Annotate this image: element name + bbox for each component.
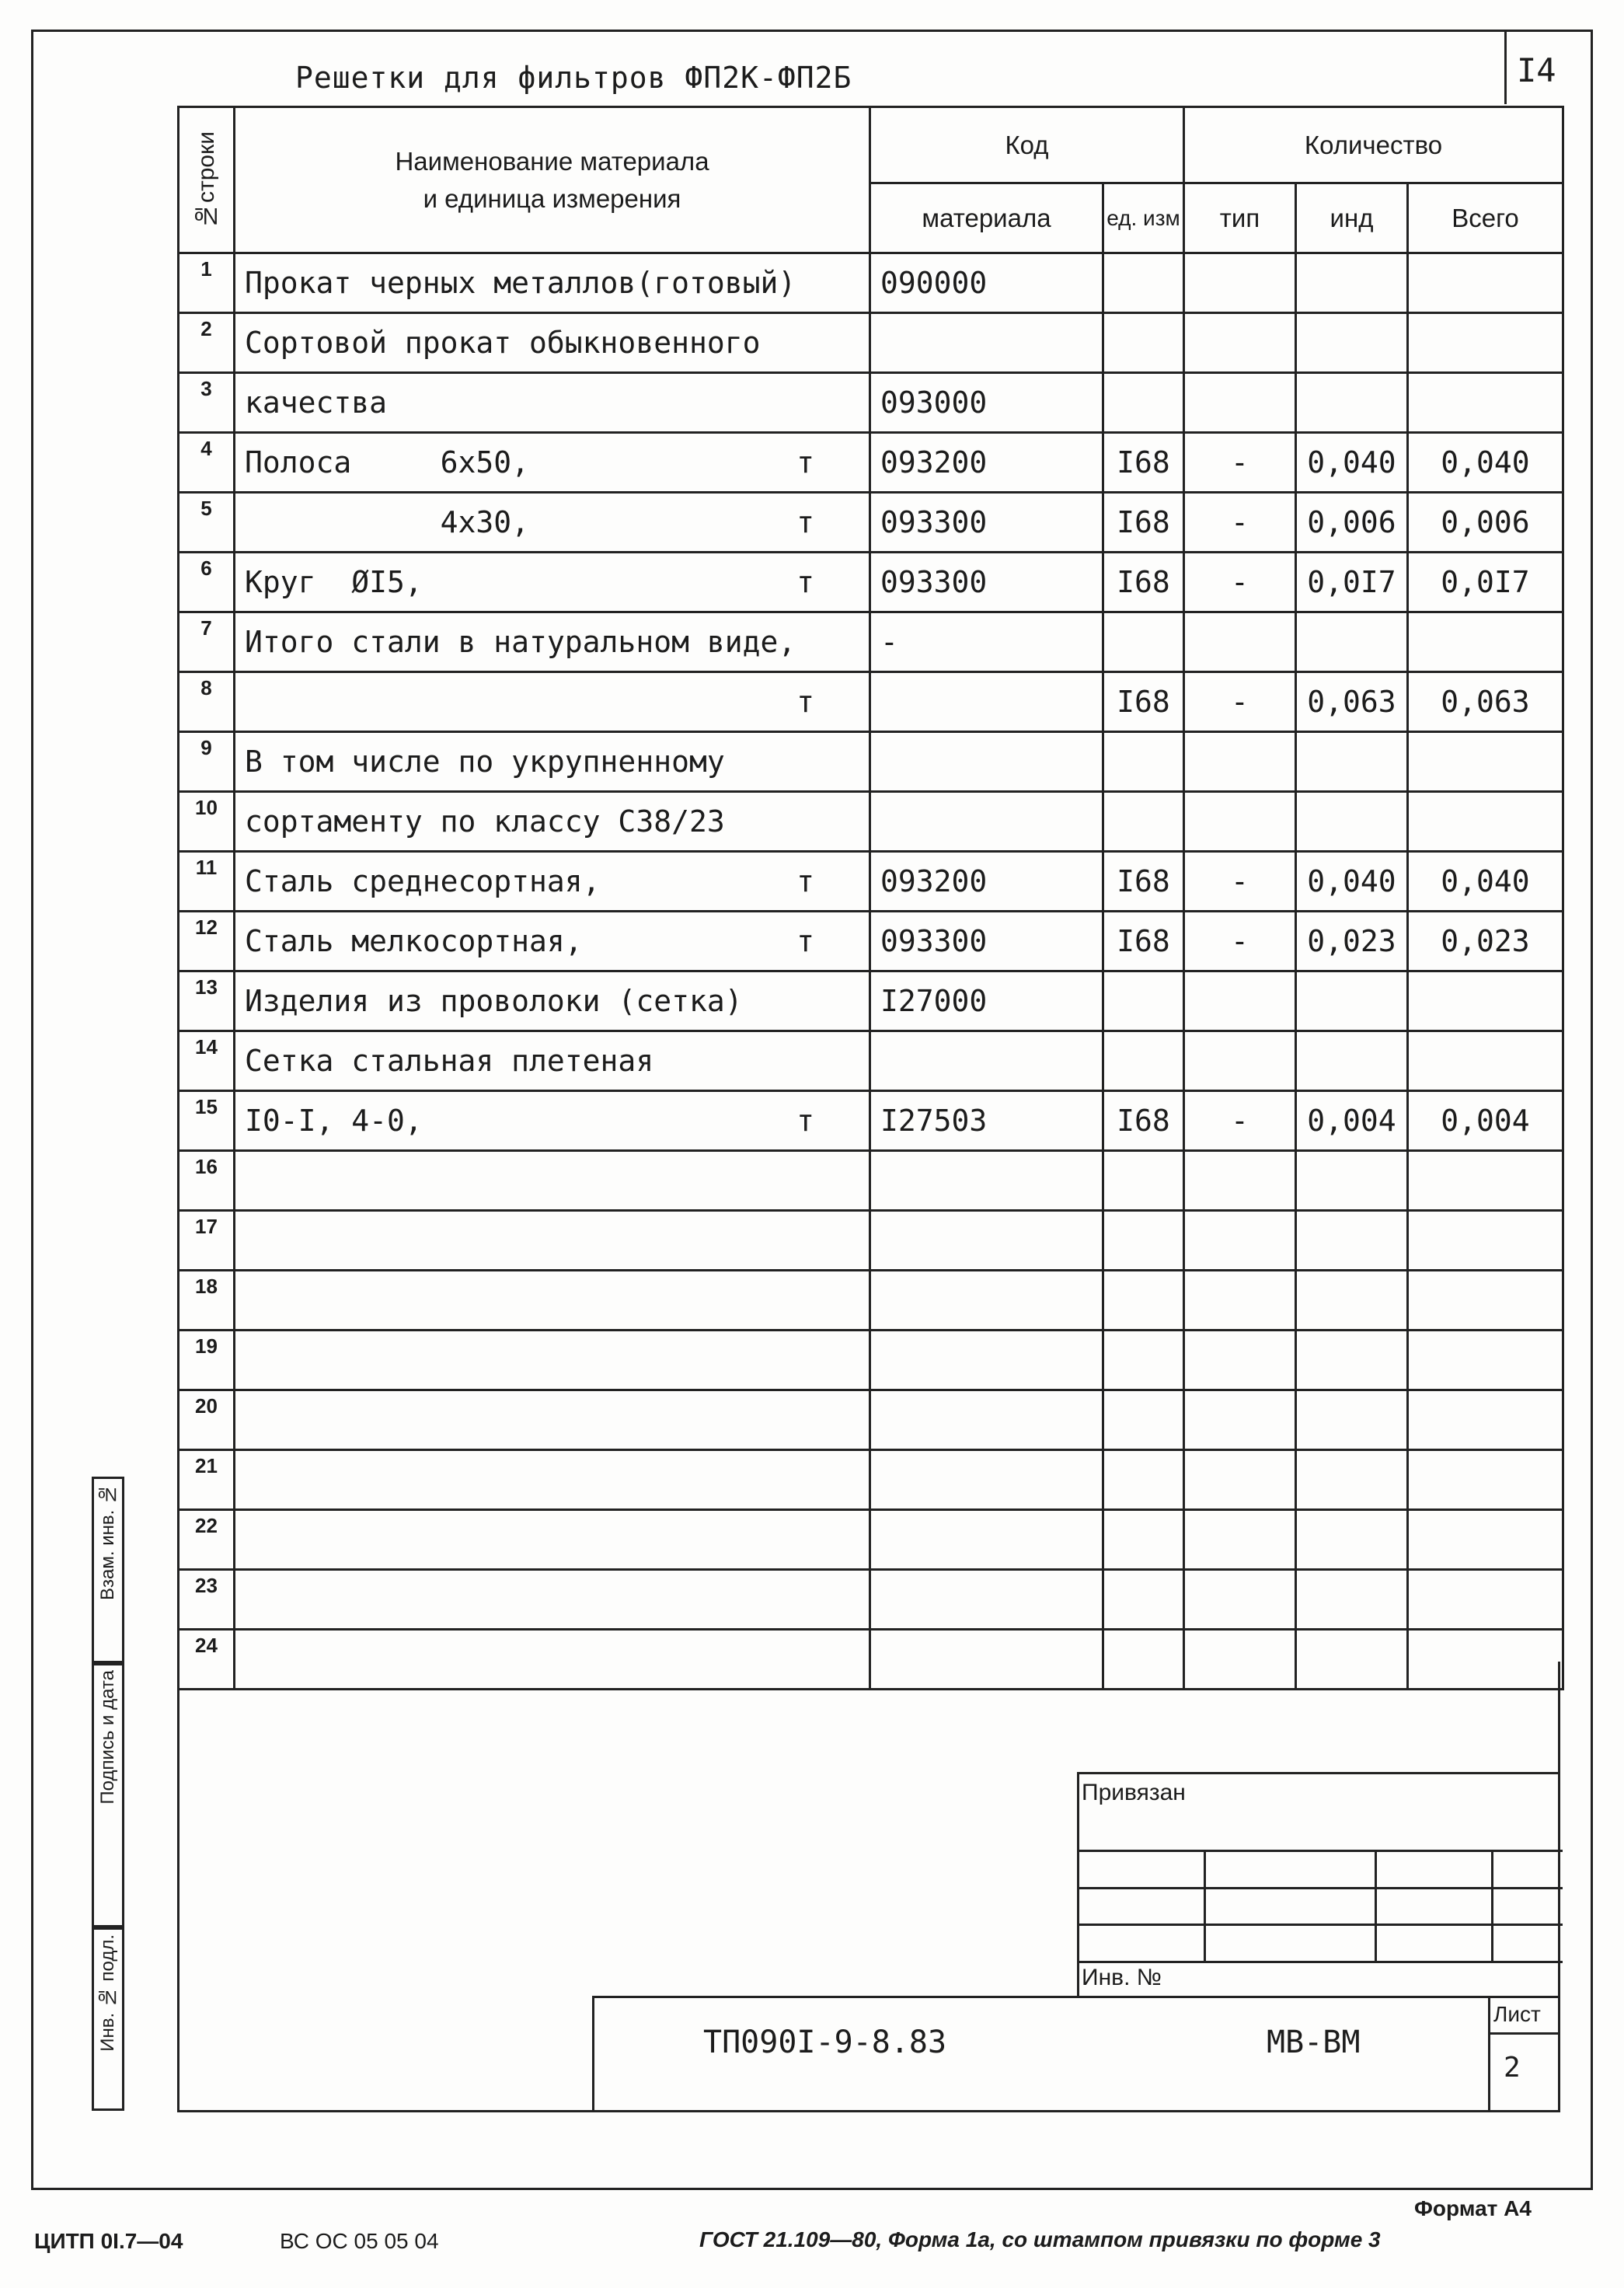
row-code: I27000 bbox=[870, 971, 1103, 1031]
row-total: 0,006 bbox=[1408, 493, 1563, 553]
row-type: - bbox=[1184, 672, 1296, 732]
row-name-text: Сетка стальная плетеная bbox=[245, 1044, 654, 1078]
row-code bbox=[870, 1031, 1103, 1091]
row-name-text: сортаменту по классу С38/23 bbox=[245, 804, 725, 839]
row-unit bbox=[1103, 1450, 1184, 1510]
list-label: Лист bbox=[1493, 2002, 1541, 2026]
row-name bbox=[235, 1091, 870, 1151]
row-code: I27503 bbox=[870, 1091, 1103, 1151]
row-ind bbox=[1296, 792, 1408, 852]
row-name bbox=[235, 1271, 870, 1331]
lower-left-rule bbox=[177, 1662, 179, 2112]
row-unit bbox=[1103, 1630, 1184, 1690]
row-ind bbox=[1296, 1331, 1408, 1390]
row-total bbox=[1408, 373, 1563, 433]
row-name bbox=[235, 732, 870, 792]
row-unit: I68 bbox=[1103, 493, 1184, 553]
document-mark: МВ-ВМ bbox=[1267, 2025, 1361, 2060]
row-name bbox=[235, 971, 870, 1031]
row-unit-letter: т bbox=[796, 1104, 814, 1138]
row-code: 090000 bbox=[870, 253, 1103, 313]
row-code bbox=[870, 792, 1103, 852]
row-ind: 0,004 bbox=[1296, 1091, 1408, 1151]
table-row bbox=[179, 253, 1563, 313]
row-code: 093300 bbox=[870, 553, 1103, 612]
row-name bbox=[235, 852, 870, 912]
table-row bbox=[179, 1151, 1563, 1211]
row-name-text: Итого стали в натуральном виде, bbox=[245, 625, 796, 659]
row-unit: I68 bbox=[1103, 912, 1184, 971]
row-code: 093200 bbox=[870, 433, 1103, 493]
row-type: - bbox=[1184, 493, 1296, 553]
specification-table bbox=[177, 106, 1564, 1690]
row-number: 24 bbox=[179, 1630, 235, 1690]
row-total bbox=[1408, 1630, 1563, 1690]
row-code: - bbox=[870, 612, 1103, 672]
row-name bbox=[235, 313, 870, 373]
row-total: 0,004 bbox=[1408, 1091, 1563, 1151]
row-unit: I68 bbox=[1103, 1091, 1184, 1151]
row-ind bbox=[1296, 1271, 1408, 1331]
table-row bbox=[179, 912, 1563, 971]
row-name-text: Сталь мелкосортная, bbox=[245, 924, 583, 958]
table-row bbox=[179, 852, 1563, 912]
document-number: ТП090I-9-8.83 bbox=[703, 2025, 947, 2060]
row-type bbox=[1184, 1510, 1296, 1570]
stamp-inv-label: Инв. № bbox=[1082, 1965, 1162, 1990]
side-inv-podl: Инв. № подл. bbox=[92, 1927, 124, 2111]
list-value: 2 bbox=[1504, 2052, 1521, 2084]
table-row bbox=[179, 1570, 1563, 1630]
row-ind: 0,006 bbox=[1296, 493, 1408, 553]
table-row bbox=[179, 1271, 1563, 1331]
header-code-unit: ед. изм bbox=[1103, 183, 1184, 253]
row-total bbox=[1408, 971, 1563, 1031]
row-unit: I68 bbox=[1103, 433, 1184, 493]
row-name-text: Прокат черных металлов(готовый) bbox=[245, 266, 796, 300]
row-unit bbox=[1103, 1390, 1184, 1450]
row-name-text: 4х30, bbox=[245, 505, 530, 539]
row-ind bbox=[1296, 1630, 1408, 1690]
row-unit-letter: т bbox=[796, 924, 814, 958]
header-qty-ind: инд bbox=[1296, 183, 1408, 253]
table-row bbox=[179, 971, 1563, 1031]
row-unit bbox=[1103, 1570, 1184, 1630]
row-unit: I68 bbox=[1103, 672, 1184, 732]
row-number: 18 bbox=[179, 1271, 235, 1331]
row-total bbox=[1408, 792, 1563, 852]
row-name bbox=[235, 1390, 870, 1450]
row-number: 17 bbox=[179, 1211, 235, 1271]
row-name bbox=[235, 792, 870, 852]
row-code bbox=[870, 1450, 1103, 1510]
row-type bbox=[1184, 1031, 1296, 1091]
row-total bbox=[1408, 1151, 1563, 1211]
row-name-text: В том числе по укрупненному bbox=[245, 745, 725, 779]
row-unit bbox=[1103, 1031, 1184, 1091]
header-qty-type: тип bbox=[1184, 183, 1296, 253]
row-unit bbox=[1103, 253, 1184, 313]
row-ind bbox=[1296, 971, 1408, 1031]
row-type bbox=[1184, 612, 1296, 672]
list-divider bbox=[1488, 1996, 1490, 2111]
table-row bbox=[179, 1331, 1563, 1390]
row-code bbox=[870, 1570, 1103, 1630]
row-total bbox=[1408, 732, 1563, 792]
row-number: 10 bbox=[179, 792, 235, 852]
row-name-text: Сталь среднесортная, bbox=[245, 864, 601, 898]
row-name bbox=[235, 1211, 870, 1271]
row-unit bbox=[1103, 1331, 1184, 1390]
table-row bbox=[179, 1390, 1563, 1450]
table-row bbox=[179, 672, 1563, 732]
table-row bbox=[179, 1211, 1563, 1271]
row-unit bbox=[1103, 792, 1184, 852]
row-unit-letter: т bbox=[796, 505, 814, 539]
row-unit bbox=[1103, 1510, 1184, 1570]
row-code bbox=[870, 1331, 1103, 1390]
sheet-number: I4 bbox=[1517, 51, 1556, 89]
header-quantity: Количество bbox=[1184, 107, 1563, 183]
row-name bbox=[235, 553, 870, 612]
side-vzam-inv: Взам. инв. № bbox=[92, 1477, 124, 1663]
row-number: 11 bbox=[179, 852, 235, 912]
row-total bbox=[1408, 1510, 1563, 1570]
document-title: Решетки для фильтров ФП2К-ФП2Б bbox=[295, 61, 852, 95]
row-unit-letter: т bbox=[796, 685, 814, 719]
row-ind bbox=[1296, 1151, 1408, 1211]
row-number: 6 bbox=[179, 553, 235, 612]
row-type: - bbox=[1184, 852, 1296, 912]
row-number: 2 bbox=[179, 313, 235, 373]
row-type bbox=[1184, 1211, 1296, 1271]
row-total: 0,040 bbox=[1408, 852, 1563, 912]
table-row bbox=[179, 373, 1563, 433]
stamp-privyazan-label: Привязан bbox=[1082, 1780, 1186, 1805]
row-name bbox=[235, 1331, 870, 1390]
row-number: 4 bbox=[179, 433, 235, 493]
row-code: 093300 bbox=[870, 912, 1103, 971]
row-ind bbox=[1296, 1031, 1408, 1091]
row-unit: I68 bbox=[1103, 553, 1184, 612]
table-row bbox=[179, 1630, 1563, 1690]
row-name bbox=[235, 1031, 870, 1091]
row-name bbox=[235, 253, 870, 313]
table-row bbox=[179, 1450, 1563, 1510]
footer-left-code: ЦИТП 0І.7—04 bbox=[34, 2229, 183, 2253]
row-name-text: Изделия из проволоки (сетка) bbox=[245, 984, 743, 1018]
row-number: 22 bbox=[179, 1510, 235, 1570]
row-number: 19 bbox=[179, 1331, 235, 1390]
row-unit: I68 bbox=[1103, 852, 1184, 912]
row-type bbox=[1184, 1630, 1296, 1690]
row-unit bbox=[1103, 612, 1184, 672]
row-total: 0,0I7 bbox=[1408, 553, 1563, 612]
row-type bbox=[1184, 1570, 1296, 1630]
row-code bbox=[870, 1510, 1103, 1570]
row-total bbox=[1408, 1271, 1563, 1331]
row-ind bbox=[1296, 253, 1408, 313]
row-unit bbox=[1103, 373, 1184, 433]
row-total bbox=[1408, 612, 1563, 672]
row-ind bbox=[1296, 1570, 1408, 1630]
row-number: 13 bbox=[179, 971, 235, 1031]
row-name-text: I0-I, 4-0, bbox=[245, 1104, 423, 1138]
row-code bbox=[870, 1151, 1103, 1211]
row-type: - bbox=[1184, 1091, 1296, 1151]
row-type bbox=[1184, 1390, 1296, 1450]
table-row bbox=[179, 1091, 1563, 1151]
row-name bbox=[235, 1450, 870, 1510]
row-code bbox=[870, 1630, 1103, 1690]
row-type bbox=[1184, 732, 1296, 792]
row-number: 1 bbox=[179, 253, 235, 313]
row-ind bbox=[1296, 732, 1408, 792]
row-total: 0,040 bbox=[1408, 433, 1563, 493]
row-number: 12 bbox=[179, 912, 235, 971]
row-total bbox=[1408, 1570, 1563, 1630]
table-row bbox=[179, 313, 1563, 373]
table-row bbox=[179, 612, 1563, 672]
header-name: Наименование материала и единица измерения bbox=[235, 107, 870, 253]
row-type bbox=[1184, 313, 1296, 373]
row-name bbox=[235, 433, 870, 493]
row-type bbox=[1184, 1450, 1296, 1510]
row-unit-letter: т bbox=[796, 445, 814, 480]
row-type bbox=[1184, 1331, 1296, 1390]
row-ind: 0,023 bbox=[1296, 912, 1408, 971]
table-row bbox=[179, 1510, 1563, 1570]
row-code: 093000 bbox=[870, 373, 1103, 433]
row-ind bbox=[1296, 1450, 1408, 1510]
row-total bbox=[1408, 1450, 1563, 1510]
row-ind bbox=[1296, 1510, 1408, 1570]
row-type: - bbox=[1184, 553, 1296, 612]
row-name-text: Сортовой прокат обыкновенного bbox=[245, 326, 761, 360]
row-ind: 0,063 bbox=[1296, 672, 1408, 732]
row-type bbox=[1184, 792, 1296, 852]
row-name-text: Полоса 6х50, bbox=[245, 445, 530, 480]
row-total: 0,023 bbox=[1408, 912, 1563, 971]
row-total: 0,063 bbox=[1408, 672, 1563, 732]
header-rownum: №строки bbox=[179, 107, 235, 253]
row-number: 16 bbox=[179, 1151, 235, 1211]
row-unit bbox=[1103, 313, 1184, 373]
row-total bbox=[1408, 1390, 1563, 1450]
row-total bbox=[1408, 1211, 1563, 1271]
row-number: 14 bbox=[179, 1031, 235, 1091]
footer-gost: ГОСТ 21.109—80, Форма 1а, со штампом привязки по форме 3 bbox=[699, 2227, 1381, 2251]
row-unit bbox=[1103, 1211, 1184, 1271]
row-type bbox=[1184, 1151, 1296, 1211]
row-name bbox=[235, 373, 870, 433]
row-unit bbox=[1103, 1271, 1184, 1331]
row-number: 5 bbox=[179, 493, 235, 553]
row-number: 15 bbox=[179, 1091, 235, 1151]
header-code: Код bbox=[870, 107, 1184, 183]
format-label: Формат А4 bbox=[1414, 2196, 1532, 2220]
row-code bbox=[870, 732, 1103, 792]
header-code-material: материала bbox=[870, 183, 1103, 253]
row-number: 9 bbox=[179, 732, 235, 792]
row-type bbox=[1184, 971, 1296, 1031]
row-unit bbox=[1103, 971, 1184, 1031]
specification-body bbox=[179, 253, 1563, 1690]
row-number: 21 bbox=[179, 1450, 235, 1510]
row-number: 7 bbox=[179, 612, 235, 672]
row-ind: 0,0I7 bbox=[1296, 553, 1408, 612]
header-qty-total: Всего bbox=[1408, 183, 1563, 253]
row-name bbox=[235, 612, 870, 672]
side-podpis-data: Подпись и дата bbox=[92, 1663, 124, 1927]
table-row bbox=[179, 493, 1563, 553]
row-name-text: Круг ØI5, bbox=[245, 565, 423, 599]
row-ind bbox=[1296, 373, 1408, 433]
row-name bbox=[235, 912, 870, 971]
row-code bbox=[870, 1390, 1103, 1450]
table-row bbox=[179, 792, 1563, 852]
table-row bbox=[179, 732, 1563, 792]
row-code: 093200 bbox=[870, 852, 1103, 912]
row-code bbox=[870, 313, 1103, 373]
row-type: - bbox=[1184, 912, 1296, 971]
table-row bbox=[179, 1031, 1563, 1091]
row-type bbox=[1184, 253, 1296, 313]
row-total bbox=[1408, 1331, 1563, 1390]
row-code: 093300 bbox=[870, 493, 1103, 553]
list-rule bbox=[1488, 2032, 1560, 2035]
row-total bbox=[1408, 253, 1563, 313]
row-code bbox=[870, 1211, 1103, 1271]
row-number: 3 bbox=[179, 373, 235, 433]
row-name bbox=[235, 672, 870, 732]
footer-left-code2: ВС ОС 05 05 04 bbox=[280, 2229, 439, 2253]
row-total bbox=[1408, 1031, 1563, 1091]
row-ind bbox=[1296, 1211, 1408, 1271]
row-name bbox=[235, 1510, 870, 1570]
row-ind bbox=[1296, 612, 1408, 672]
row-ind bbox=[1296, 313, 1408, 373]
row-name-text: качества bbox=[245, 385, 388, 420]
row-unit-letter: т bbox=[796, 565, 814, 599]
row-type bbox=[1184, 373, 1296, 433]
row-code bbox=[870, 672, 1103, 732]
row-ind: 0,040 bbox=[1296, 433, 1408, 493]
row-ind bbox=[1296, 1390, 1408, 1450]
row-unit-letter: т bbox=[796, 864, 814, 898]
table-row bbox=[179, 553, 1563, 612]
table-row bbox=[179, 433, 1563, 493]
row-type: - bbox=[1184, 433, 1296, 493]
row-ind: 0,040 bbox=[1296, 852, 1408, 912]
row-code bbox=[870, 1271, 1103, 1331]
row-unit bbox=[1103, 732, 1184, 792]
row-name bbox=[235, 493, 870, 553]
row-number: 8 bbox=[179, 672, 235, 732]
row-type bbox=[1184, 1271, 1296, 1331]
row-name bbox=[235, 1151, 870, 1211]
row-name bbox=[235, 1630, 870, 1690]
row-number: 23 bbox=[179, 1570, 235, 1630]
title-divider bbox=[1504, 30, 1507, 104]
row-number: 20 bbox=[179, 1390, 235, 1450]
row-total bbox=[1408, 313, 1563, 373]
row-unit bbox=[1103, 1151, 1184, 1211]
row-name bbox=[235, 1570, 870, 1630]
